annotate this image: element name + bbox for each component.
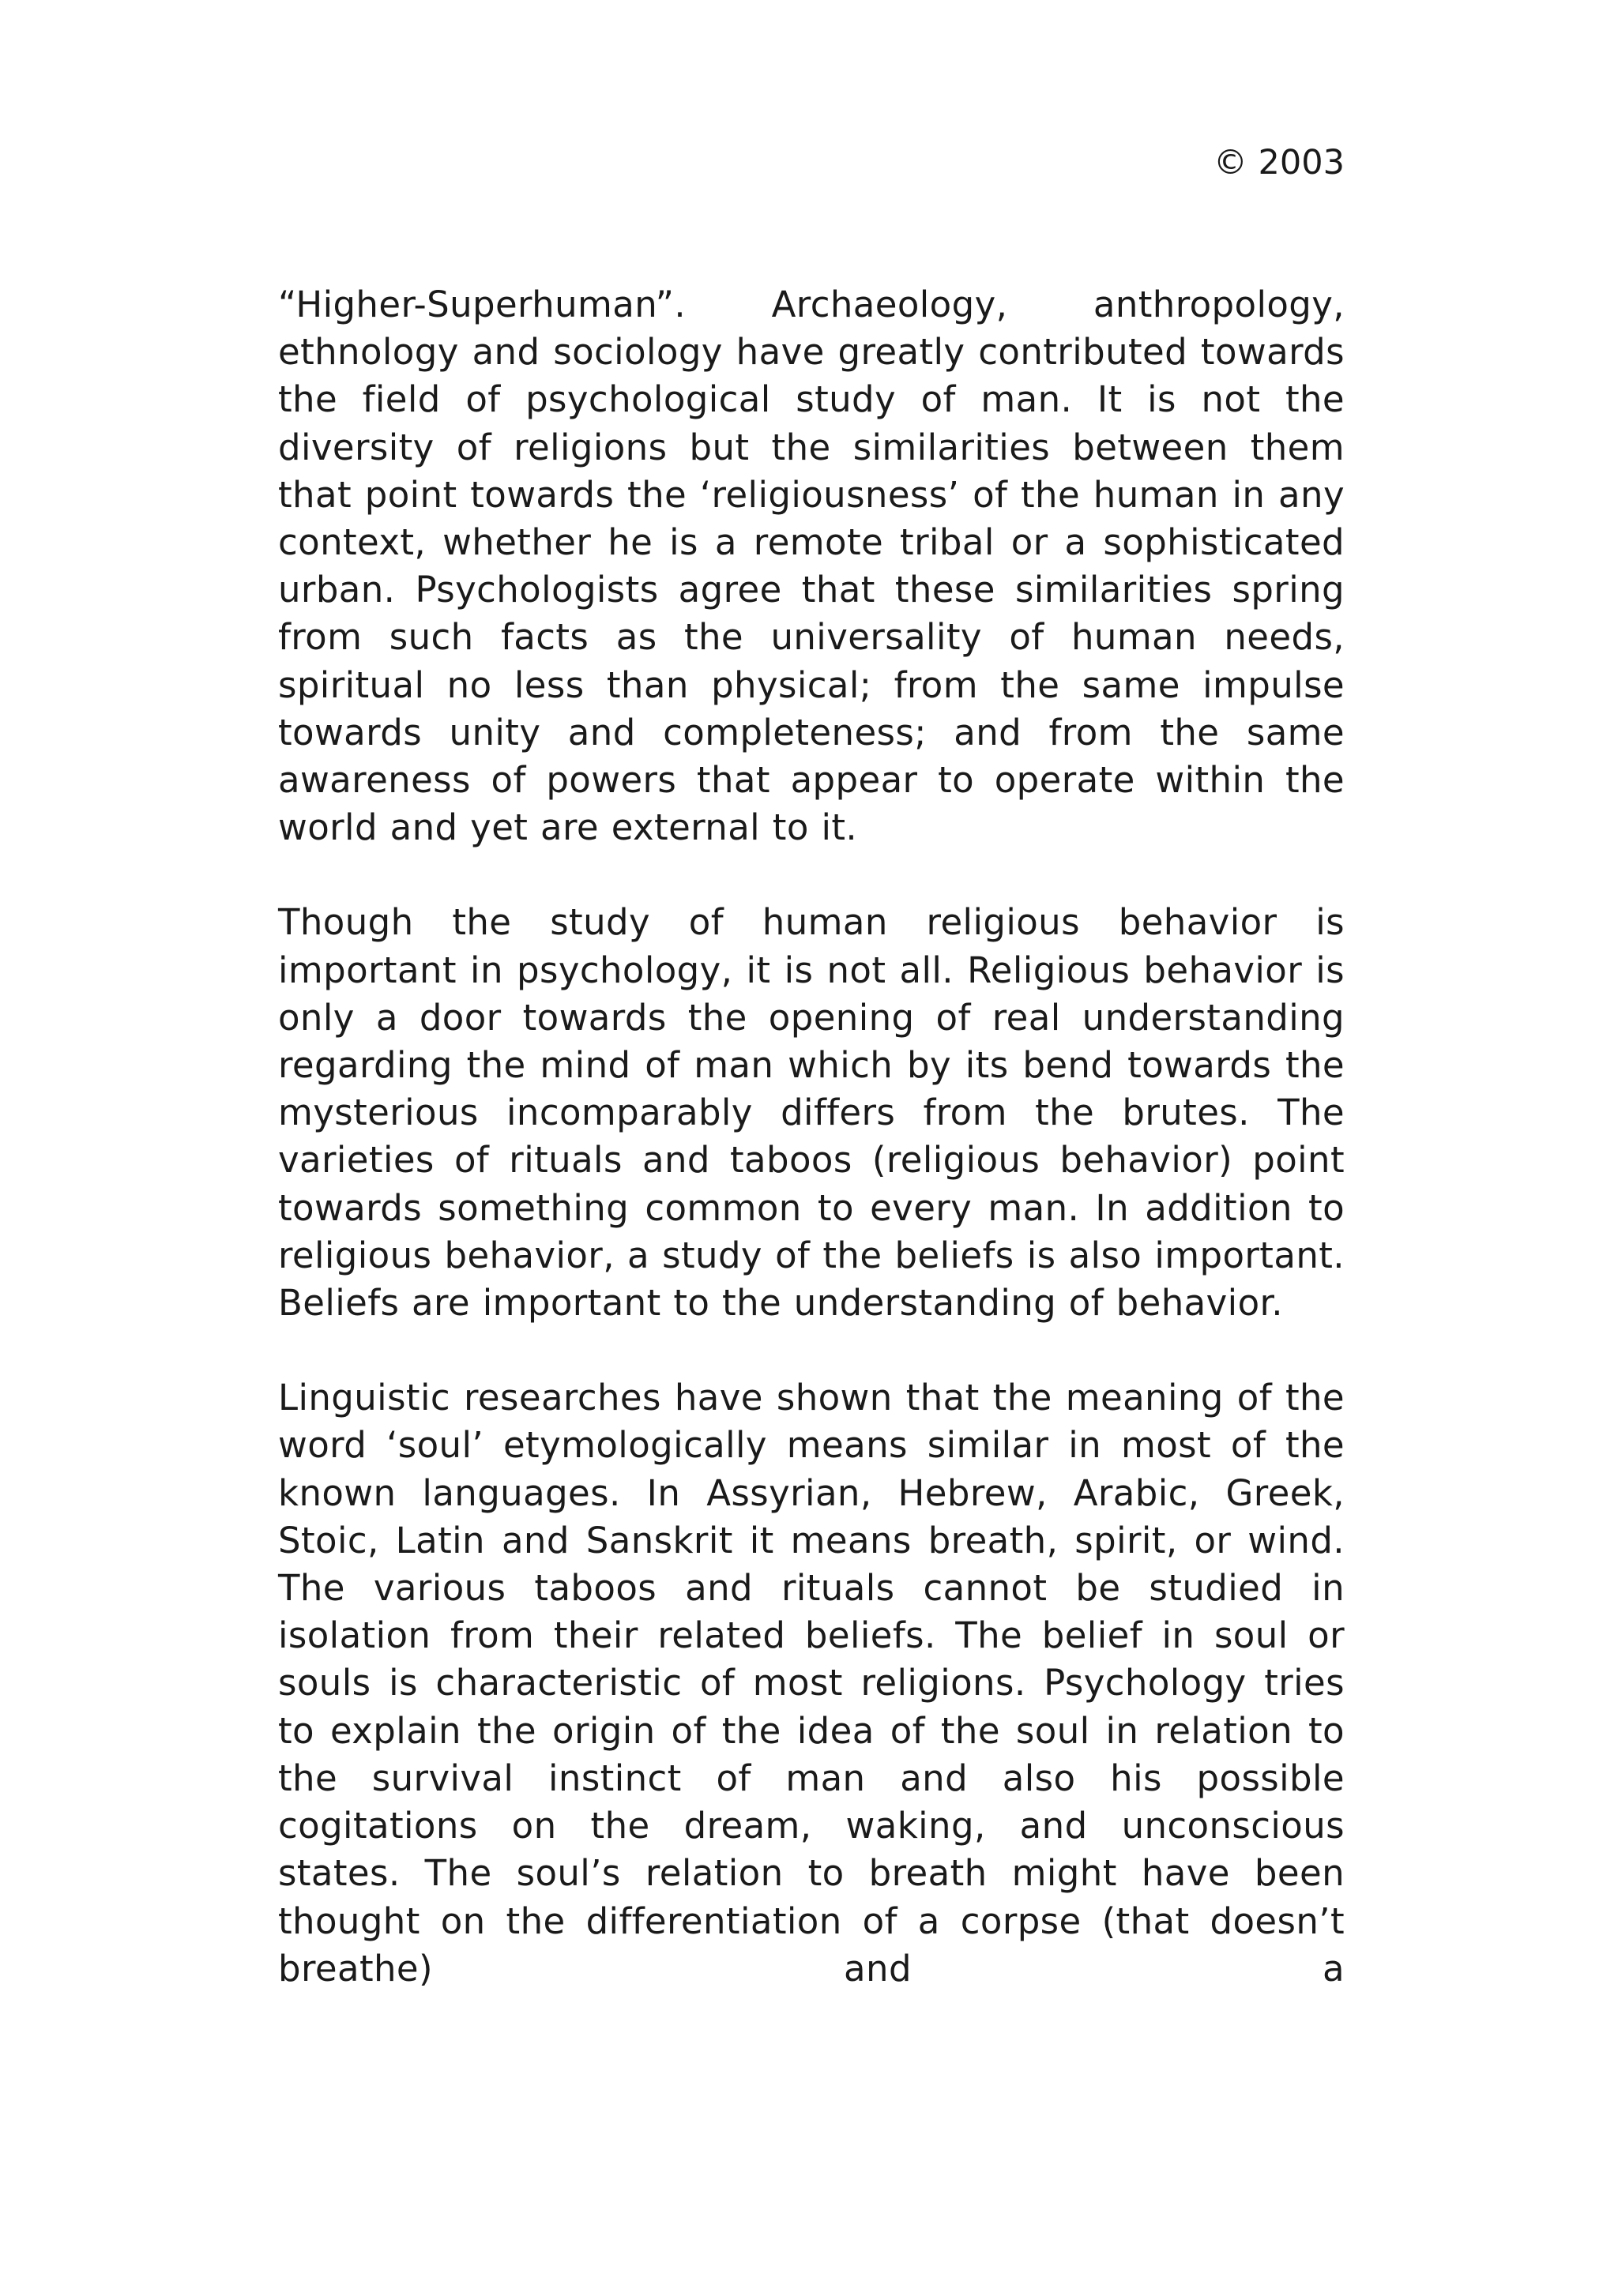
page-body-text bbox=[278, 281, 1345, 1993]
paragraph-1: “Higher-Superhuman”. Archaeology, anthropology, ethnology and sociology have greatly contributed towards the field of psychological study of man. It is not the diversity of religions but the similarities between them that point towards the ‘religiousness’ of the human in any context, whether he is a remote tribal or a sophisticated urban. Psychologists agree that these similarities spring from such facts as the universality of human needs, spiritual no less than physical; from the same impulse towards unity and completeness; and from the same awareness of powers that appear to operate within the world and yet are external to it. bbox=[278, 284, 1345, 849]
paragraph-2: Though the study of human religious behavior is important in psychology, it is not all. Religious behavior is only a door towards the opening of real understanding regarding the mind of man which by its bend towards the mysterious incomparably differs from the brutes. The varieties of rituals and taboos (religious behavior) point towards something common to every man. In addition to religious behavior, a study of the beliefs is also important. Beliefs are important to the understanding of behavior. bbox=[278, 901, 1345, 1325]
copyright-notice: © 2003 bbox=[1213, 143, 1345, 182]
paragraph-3: Linguistic researches have shown that the meaning of the word ‘soul’ etymologically means similar in most of the known languages. In Assyrian, Hebrew, Arabic, Greek, Stoic, Latin and Sanskrit it means breath, spirit, or wind. The various taboos and rituals cannot be studied in isolation from their related beliefs. The belief in soul or souls is characteristic of most religions. Psychology tries to explain the origin of the idea of the soul in relation to the survival instinct of man and also his possible cogitations on the dream, waking, and unconscious states. The soul’s relation to breath might have been thought on the differentiation of a corpse (that doesn’t breathe) and a bbox=[278, 1377, 1345, 1990]
